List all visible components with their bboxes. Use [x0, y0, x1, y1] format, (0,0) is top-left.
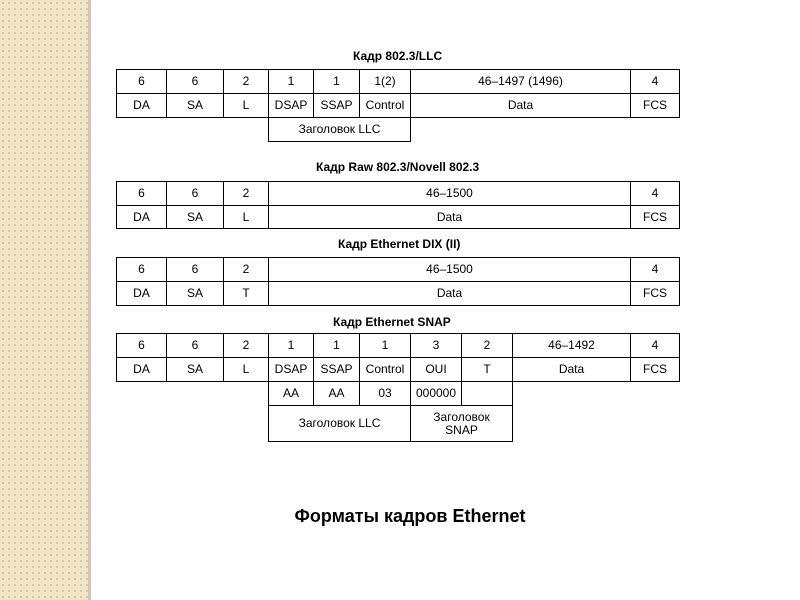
- f4-llc-header-label: Заголовок LLC: [268, 405, 411, 442]
- f4-size-ssap: 1: [313, 333, 360, 358]
- f3-field-fcs: FCS: [630, 281, 680, 306]
- f1-size-control: 1(2): [359, 69, 411, 94]
- f4-value-dsap: AA: [268, 381, 314, 406]
- f3-field-t: T: [223, 281, 269, 306]
- frame-title-802-3-llc: Кадр 802.3/LLC: [353, 49, 443, 63]
- f4-size-oui: 3: [410, 333, 462, 358]
- f4-value-oui: 000000: [410, 381, 462, 406]
- f2-size-sa: 6: [166, 181, 224, 206]
- f4-field-data: Data: [512, 357, 631, 382]
- f4-size-data: 46–1492: [512, 333, 631, 358]
- f3-size-fcs: 4: [630, 257, 680, 282]
- f2-field-l: L: [223, 205, 269, 229]
- f2-field-da: DA: [116, 205, 167, 229]
- f4-size-dsap: 1: [268, 333, 314, 358]
- f1-size-ssap: 1: [313, 69, 360, 94]
- f3-field-da: DA: [116, 281, 167, 306]
- f1-field-fcs: FCS: [630, 93, 680, 118]
- f4-size-da: 6: [116, 333, 167, 358]
- f4-value-control: 03: [359, 381, 411, 406]
- f3-size-t: 2: [223, 257, 269, 282]
- frame-title-ethernet-dix: Кадр Ethernet DIX (II): [338, 237, 461, 251]
- f4-field-dsap: DSAP: [268, 357, 314, 382]
- f2-size-da: 6: [116, 181, 167, 206]
- f1-llc-header-label: Заголовок LLC: [268, 117, 411, 142]
- f4-size-l: 2: [223, 333, 269, 358]
- f1-size-data: 46–1497 (1496): [410, 69, 631, 94]
- f2-field-sa: SA: [166, 205, 224, 229]
- figure-caption: Форматы кадров Ethernet: [294, 506, 526, 526]
- f4-field-t: T: [461, 357, 513, 382]
- f3-size-data: 46–1500: [268, 257, 631, 282]
- frame-title-ethernet-snap: Кадр Ethernet SNAP: [333, 315, 451, 329]
- f4-snap-header-label: Заголовок SNAP: [410, 405, 513, 442]
- f1-field-da: DA: [116, 93, 167, 118]
- f4-size-control: 1: [359, 333, 411, 358]
- f2-size-data: 46–1500: [268, 181, 631, 206]
- f1-size-dsap: 1: [268, 69, 314, 94]
- f4-field-da: DA: [116, 357, 167, 382]
- f4-field-oui: OUI: [410, 357, 462, 382]
- f3-field-data: Data: [268, 281, 631, 306]
- f4-field-sa: SA: [166, 357, 224, 382]
- f4-field-ssap: SSAP: [313, 357, 360, 382]
- f4-size-sa: 6: [166, 333, 224, 358]
- f1-field-control: Control: [359, 93, 411, 118]
- f4-field-control: Control: [359, 357, 411, 382]
- f1-size-fcs: 4: [630, 69, 680, 94]
- f4-field-fcs: FCS: [630, 357, 680, 382]
- frame-title-raw-802-3: Кадр Raw 802.3/Novell 802.3: [316, 160, 480, 174]
- f1-size-da: 6: [116, 69, 167, 94]
- f2-size-fcs: 4: [630, 181, 680, 206]
- f1-field-dsap: DSAP: [268, 93, 314, 118]
- f2-size-l: 2: [223, 181, 269, 206]
- f1-field-ssap: SSAP: [313, 93, 360, 118]
- f3-size-da: 6: [116, 257, 167, 282]
- f1-size-l: 2: [223, 69, 269, 94]
- f1-field-sa: SA: [166, 93, 224, 118]
- f1-size-sa: 6: [166, 69, 224, 94]
- f2-field-data: Data: [268, 205, 631, 229]
- f4-field-l: L: [223, 357, 269, 382]
- f4-value-t: [461, 381, 513, 406]
- f4-size-t: 2: [461, 333, 513, 358]
- f4-value-ssap: AA: [313, 381, 360, 406]
- f4-size-fcs: 4: [630, 333, 680, 358]
- f2-field-fcs: FCS: [630, 205, 680, 229]
- f3-field-sa: SA: [166, 281, 224, 306]
- f1-field-l: L: [223, 93, 269, 118]
- f1-field-data: Data: [410, 93, 631, 118]
- f3-size-sa: 6: [166, 257, 224, 282]
